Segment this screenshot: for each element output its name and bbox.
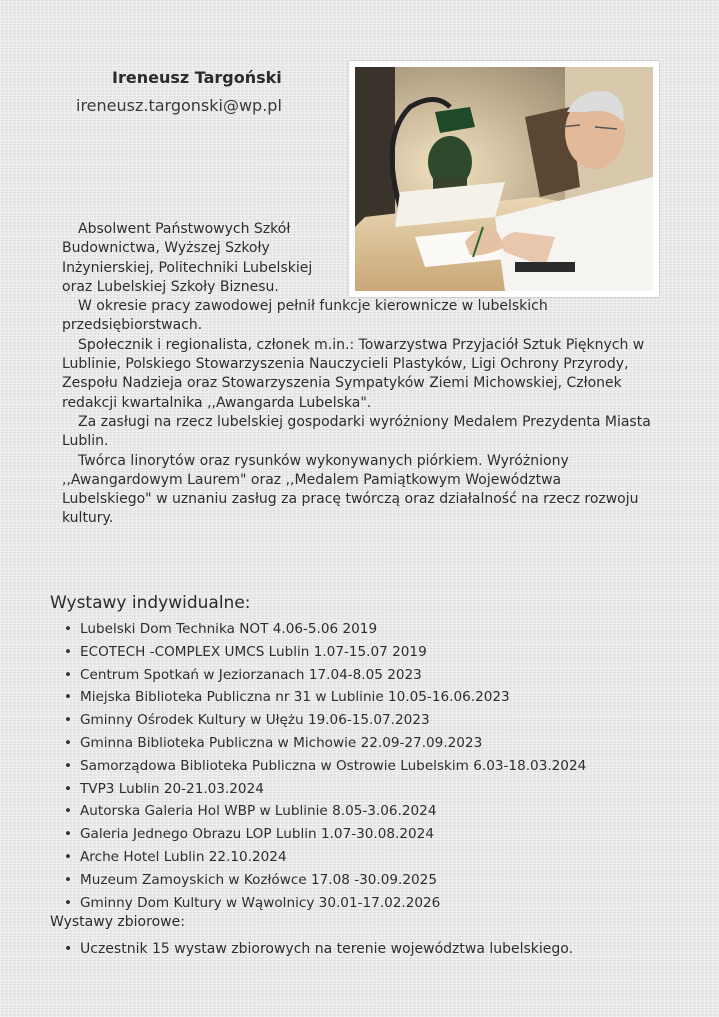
- bullet-icon: •: [64, 666, 73, 683]
- bullet-icon: •: [64, 941, 73, 957]
- bullet-icon: •: [64, 757, 73, 774]
- bullet-icon: •: [64, 689, 73, 706]
- author-email: ireneusz.targonski@wp.pl: [76, 96, 282, 115]
- bio-education: Absolwent Państwowych Szkół Budownictwa, Wyższej Szkoły Inżynierskiej, Politechniki Lubelskiej oraz Lubelskiej Szkoły Biznesu.: [62, 221, 313, 295]
- bio-career: W okresie pracy zawodowej pełnił funkcje kierownicze w lubelskich przedsiębiorstwach.: [62, 298, 548, 334]
- group-exhibitions-list: [64, 938, 573, 960]
- bullet-icon: •: [64, 803, 73, 820]
- bullet-icon: •: [64, 894, 73, 911]
- group-exhibitions-heading: Wystawy zbiorowe:: [50, 914, 185, 930]
- list-item: • Gminna Biblioteka Publiczna w Michowie 22.09-27.09.2023: [64, 732, 704, 755]
- list-item: • Arche Hotel Lublin 22.10.2024: [64, 846, 704, 869]
- bullet-icon: •: [64, 871, 73, 888]
- list-item: • TVP3 Lublin 20-21.03.2024: [64, 778, 704, 801]
- list-item: • Uczestnik 15 wystaw zbiorowych na terenie województwa lubelskiego.: [64, 938, 573, 960]
- bio-award: Za zasługi na rzecz lubelskiej gospodarki wyróżniony Medalem Prezydenta Miasta Lublin.: [62, 413, 651, 450]
- bullet-icon: •: [64, 643, 73, 660]
- list-item: • ECOTECH -COMPLEX UMCS Lublin 1.07-15.07 2019: [64, 641, 704, 664]
- list-item: • Gminny Ośrodek Kultury w Ułężu 19.06-15.07.2023: [64, 709, 704, 732]
- list-item: • Muzeum Zamoyskich w Kozłówce 17.08 -30.09.2025: [64, 869, 704, 892]
- bullet-icon: •: [64, 780, 73, 797]
- bullet-icon: •: [64, 848, 73, 865]
- bullet-icon: •: [64, 712, 73, 729]
- list-item: • Gminny Dom Kultury w Wąwolnicy 30.01-17.02.2026: [64, 892, 704, 915]
- list-item: • Lubelski Dom Technika NOT 4.06-5.06 2019: [64, 618, 704, 641]
- biography: [62, 220, 652, 529]
- bullet-icon: •: [64, 734, 73, 751]
- bullet-icon: •: [64, 826, 73, 843]
- list-item: • Centrum Spotkań w Jeziorzanach 17.04-8.05 2023: [64, 664, 704, 687]
- author-name: Ireneusz Targoński: [112, 68, 282, 87]
- bio-art: Twórca linorytów oraz rysunków wykonywanych piórkiem. Wyróżniony ,,Awangardowym Laurem" oraz ,,Medalem Pamiątkowym Województwa Lubelskiego" w uznaniu zasług za pracę twórczą oraz działalność na rzecz rozwoju kultury.: [62, 452, 639, 527]
- bullet-icon: •: [64, 621, 73, 637]
- list-item: • Samorządowa Biblioteka Publiczna w Ostrowie Lubelskim 6.03-18.03.2024: [64, 755, 704, 778]
- individual-exhibitions-heading: Wystawy indywidualne:: [50, 593, 251, 613]
- bio-memberships: Społecznik i regionalista, członek m.in.: Towarzystwa Przyjaciół Sztuk Pięknych w Lublinie, Polskiego Stowarzyszenia Nauczycieli Plastyków, Ligi Ochrony Przyrody, Zespołu Nadzieja oraz Stowarzyszenia Sympatyków Ziemi Michowskiej, Członek redakcji kwartalnika ,,Awangarda Lubelska".: [62, 336, 645, 411]
- list-item: • Galeria Jednego Obrazu LOP Lublin 1.07-30.08.2024: [64, 823, 704, 846]
- individual-exhibitions-list: [64, 618, 704, 914]
- list-item: • Autorska Galeria Hol WBP w Lublinie 8.05-3.06.2024: [64, 800, 704, 823]
- list-item: • Miejska Biblioteka Publiczna nr 31 w Lublinie 10.05-16.06.2023: [64, 686, 704, 709]
